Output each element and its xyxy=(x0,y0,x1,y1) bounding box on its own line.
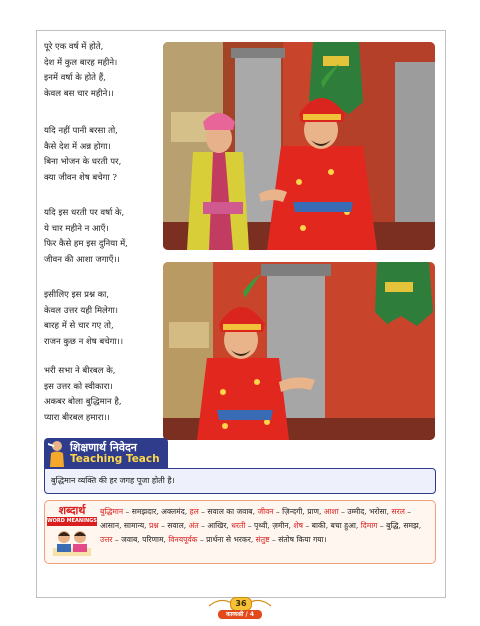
poem-line: बारह में से चार गए तो, xyxy=(44,321,114,331)
word-term: आशा xyxy=(323,507,339,516)
word-meanings-box xyxy=(44,500,436,564)
poem-stanza-3 xyxy=(44,206,162,268)
word-meaning: पृथ्वी, ज़मीन, xyxy=(253,521,294,530)
word-dash: – xyxy=(197,535,207,544)
word-term: हल xyxy=(189,507,199,516)
word-meaning: प्रार्थना से भरकर, xyxy=(206,535,256,544)
word-term: दिमाग xyxy=(360,521,378,530)
word-term: उत्तर xyxy=(100,535,113,544)
word-term: विनयपूर्वक xyxy=(168,535,198,544)
word-term: सरल xyxy=(391,507,405,516)
word-dash: – xyxy=(123,507,132,516)
word-meaning: समझदार, अक्लमंद, xyxy=(131,507,190,516)
poem-line: क्या जीवन शेष बचेगा ? xyxy=(44,172,117,183)
poem-line: देश में कुल बारह महीने। xyxy=(44,57,118,68)
page-number: 36 xyxy=(230,597,252,611)
word-meaning: जवाब, परिणाम, xyxy=(121,535,169,544)
word-meaning: बुद्धि, समझ, xyxy=(386,521,422,530)
word-meanings-title-hindi: शब्दार्थ xyxy=(58,504,86,517)
poem-line: केवल बस चार महीने।। xyxy=(44,88,114,99)
word-meaning: सवाल, xyxy=(167,521,189,530)
word-term: प्रश्न xyxy=(148,521,159,530)
word-dash: – xyxy=(245,521,254,530)
word-meaning: सवाल का जवाब, xyxy=(207,507,258,516)
word-dash: – xyxy=(158,521,168,530)
teacher-icon xyxy=(46,439,68,467)
word-dash: – xyxy=(404,507,412,516)
word-dash: – xyxy=(273,507,283,516)
poem-stanza-5 xyxy=(44,364,162,426)
poem-line: पूरे एक वर्ष में होते, xyxy=(44,42,104,52)
page-footer xyxy=(205,594,275,620)
word-meaning: उम्मीद, भरोसा, xyxy=(347,507,392,516)
teaching-teach-header xyxy=(44,438,168,468)
poem-line: केवल उत्तर यही मिलेगा। xyxy=(44,305,119,316)
word-dash: – xyxy=(198,507,208,516)
poem-line: राजन कुछ न शेष बचेगा।। xyxy=(44,336,124,347)
teaching-teach-box xyxy=(44,468,436,494)
word-meanings-logo xyxy=(47,503,97,559)
poem-line: इनमें वर्षा के होते हैं, xyxy=(44,73,106,83)
poem-line: भरी सभा ने बीरबल के, xyxy=(44,366,116,376)
word-term: जीवन xyxy=(257,507,274,516)
word-meaning: बाकी, बचा हुआ, xyxy=(311,521,361,530)
teaching-teach-title-english: Teaching Teach xyxy=(70,453,160,465)
word-meaning: ज़िन्दगी, प्राण, xyxy=(282,507,324,516)
word-dash: – xyxy=(302,521,312,530)
poem-line: यदि इस धरती पर वर्षा के, xyxy=(44,208,125,218)
poem-line: ये चार महीने न आएँ। xyxy=(44,223,109,234)
book-name: काव्यश्री / 4 xyxy=(218,610,262,619)
word-meanings-text xyxy=(100,505,432,547)
word-term: धरती xyxy=(231,521,246,530)
word-meaning: आखिर, xyxy=(207,521,232,530)
poem-line: कैसे देश में अन्न होगा। xyxy=(44,141,111,152)
poem-line: इस उत्तर को स्वीकारा। xyxy=(44,381,113,392)
poem-stanza-1 xyxy=(44,40,162,102)
word-term: बुद्धिमान xyxy=(100,507,124,516)
illustration-akbar-birbal xyxy=(163,42,435,250)
word-meaning: संतोष किया गया। xyxy=(278,535,327,544)
poem-line: अकबर बोला बुद्धिमान है, xyxy=(44,397,122,407)
poem-stanza-4 xyxy=(44,288,162,350)
word-dash: – xyxy=(338,507,348,516)
children-reading-icon xyxy=(49,528,95,558)
word-term: संतुष्ट xyxy=(255,535,270,544)
word-term: शेष xyxy=(293,521,303,530)
poem-line: बिना भोजन के धरती पर, xyxy=(44,157,122,167)
word-term: अंत xyxy=(188,521,199,530)
word-meanings-title-english: WORD MEANINGS xyxy=(47,518,97,524)
poem-line: प्यारा बीरबल हमारा।। xyxy=(44,412,110,423)
teaching-teach-text: बुद्धिमान व्यक्ति की हर जगह पूजा होती है। xyxy=(51,476,175,485)
poem-stanza-2 xyxy=(44,124,162,186)
word-dash: – xyxy=(112,535,122,544)
word-dash: – xyxy=(377,521,387,530)
poem-line: जीवन की आशा जगाएँ।। xyxy=(44,254,120,265)
poem-line: इसीलिए इस प्रश्न का, xyxy=(44,290,110,300)
word-meaning: आसान, सामान्य, xyxy=(100,521,149,530)
poem-line: यदि नहीं पानी बरसा तो, xyxy=(44,126,118,136)
poem-line: फिर कैसे हम इस दुनिया में, xyxy=(44,239,128,249)
illustration-akbar-speaking xyxy=(163,262,435,440)
teaching-teach-title-hindi: शिक्षणार्थ निवेदन xyxy=(70,441,137,454)
word-dash: – xyxy=(198,521,208,530)
word-dash: – xyxy=(269,535,279,544)
